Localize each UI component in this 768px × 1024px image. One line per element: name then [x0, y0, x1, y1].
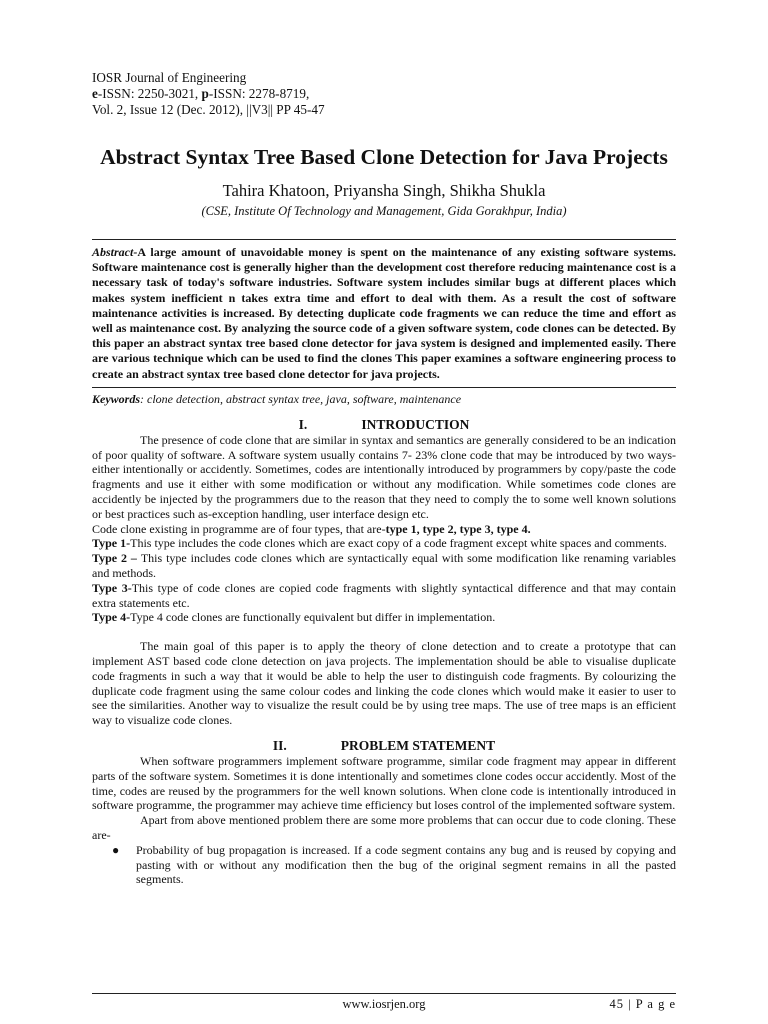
- section-introduction-heading: I. INTRODUCTION: [298, 416, 470, 432]
- journal-name: IOSR Journal of Engineering: [92, 70, 247, 85]
- footer-page-number: 45 | P a g e: [609, 997, 676, 1011]
- journal-issn: e-ISSN: 2250-3021, p-ISSN: 2278-8719,: [92, 86, 310, 101]
- journal-header: [92, 70, 676, 118]
- abstract-top-rule: [92, 239, 676, 240]
- keywords: [92, 392, 676, 407]
- problem-paragraph-1: When software programmers implement software programme, similar code fragment may appear in different parts of the software system. Sometimes it is done intentionally and sometimes clone codes occur accidently. Most of the time, codes are reused by the programmers for the well known solutions. When clone code is intentionally introduced in software programme, the programmer may achieve time efficiency but loses control of the implemented software system.: [92, 753, 676, 813]
- footer-rule: [92, 993, 676, 994]
- paper-title: Abstract Syntax Tree Based Clone Detection for Java Projects: [100, 145, 668, 169]
- clone-types-intro: Code clone existing in programme are of four types, that are-type 1, type 2, type 3, type 4.: [92, 521, 531, 536]
- bullet-icon: ●: [112, 842, 120, 857]
- problem-bullet-1: ● Probability of bug propagation is increased. If a code segment contains any bug and is reused by copying and pasting with or without any modification then the bug of the original segment remains in all the pasted segments.: [92, 843, 676, 887]
- problem-paragraph-2: Apart from above mentioned problem there are some more problems that can occur due to code cloning. These are-: [92, 813, 676, 842]
- keywords-label: Keywords: [92, 391, 140, 406]
- author-affiliation: (CSE, Institute Of Technology and Management, Gida Gorakhpur, India): [201, 204, 567, 218]
- abstract-label: Abstract-: [92, 245, 138, 259]
- abstract-text: A large amount of unavoidable money is spent on the maintenance of any existing software systems. Software maintenance cost is generally higher than the development cost therefore reducing maintenance cost is a necessary task of today's software industries. Software system includes similar bugs at different places which makes system inefficient n takes extra time and effort to deal with them. As a result the cost of software maintenance activities is increased. By detecting duplicate code fragments we can reduce the time and effort as well as maintenance cost. By analyzing the source code of a given software system, code clones can be detected. By this paper an abstract syntax tree based clone detector for java system is designed and implemented easily. There are various technique which can be used to find the clones This paper examines a software engineering process to create an abstract syntax tree based clone detector for java projects.: [92, 245, 676, 381]
- intro-paragraph-2: The main goal of this paper is to apply the theory of clone detection and to create a prototype that can implement AST based code clone detection on java projects. The implementation should be able to visualise duplicate code fragments in such a way that it would be able to help the user to distinguish code fragments. By colourizing the duplicate code fragment using the same colour codes and linking the code clones which would make it easier to user to see the similarities. Another way to visualize the result could be by using tree maps. The use of tree maps is an efficient way to visualize code clones.: [92, 639, 676, 728]
- intro-paragraph-1: The presence of code clone that are similar in syntax and semantics are generally considered to be an indication of poor quality of software. A software system usually contains 7- 23% clone code that may be introduced by two ways-either intentionally or accidently. Sometimes, codes are intentionally introduced by programmers by copy/paste the code fragments and use it either with some modification or without any modification. While sometimes code clones are accidently be injected by the programmers due to the reason that they need to comply the to some well known solutions or best practices such as-exception handling, user interface design etc.: [92, 432, 676, 521]
- abstract-bottom-rule: [92, 387, 676, 388]
- paper-page: [92, 70, 676, 887]
- clone-type-2: Type 2 – This type includes code clones which are syntactically equal with some modification like renaming variables and methods.: [92, 551, 676, 580]
- keywords-text: : clone detection, abstract syntax tree, java, software, maintenance: [140, 391, 462, 406]
- section-problem-heading: II. PROBLEM STATEMENT: [272, 737, 496, 753]
- clone-type-3: Type 3-This type of code clones are copied code fragments with slightly syntactical difference and that may contain extra statements etc.: [92, 580, 677, 610]
- clone-type-1: Type 1-This type includes the code clones which are exact copy of a code fragment except white spaces and comments.: [92, 536, 667, 551]
- paper-authors: Tahira Khatoon, Priyansha Singh, Shikha Shukla: [222, 181, 546, 200]
- abstract: [92, 245, 676, 382]
- footer-website: www.iosrjen.org: [342, 997, 426, 1011]
- clone-type-4: Type 4-Type 4 code clones are functionally equivalent but differ in implementation.: [92, 610, 496, 625]
- journal-volume: Vol. 2, Issue 12 (Dec. 2012), ||V3|| PP 45-47: [92, 102, 325, 117]
